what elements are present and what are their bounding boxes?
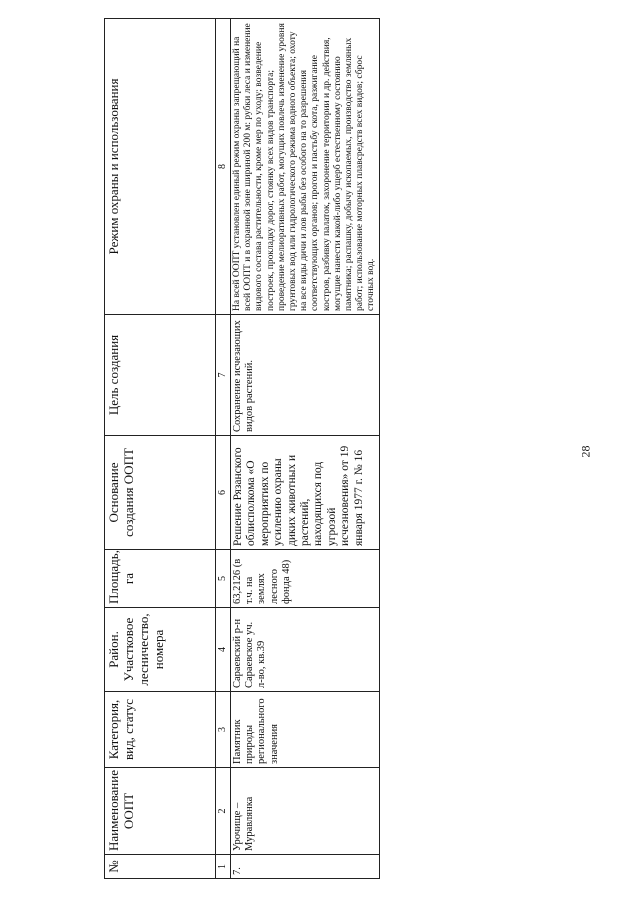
regime-cell: На всей ООПТ установлен единый режим охраны запрещающий на всей ООПТ и в охранной зоне шириной 200 м: рубки леса и изменение видового состава растительности, кроме мер по уходу; возведение построек, прокладку дорог, стоянку всех видов транспорта; проведение мелиоративных работ, могущих повлечь изменение уровня грунтовых вод или гидрологического режима водного объекта; охоту на все виды дичи и лов рыбы без особого на то разрешения соответствующих органов; прогон и пастьбу скота, разжигание костров, разбивку палаток, захоронение территории и др. действия, могущие нанести какой-либо ущерб естественному состоянию памятника; распашку, добычу ископаемых, производство земляных работ; использование моторных плавсредств всех видов; сброс сточных вод. bbox=[231, 19, 380, 315]
column-number-row bbox=[216, 19, 231, 879]
table-row bbox=[231, 19, 380, 879]
column-number: 2 bbox=[216, 768, 231, 855]
column-number: 7 bbox=[216, 315, 231, 436]
column-number: 8 bbox=[216, 19, 231, 315]
header-row bbox=[105, 19, 216, 879]
column-number: 1 bbox=[216, 855, 231, 879]
protected-areas-table bbox=[104, 18, 380, 879]
district-cell: Сараевский р-н Сараевское уч. л-во, кв.39 bbox=[231, 608, 380, 692]
header-purpose: Цель создания bbox=[105, 315, 216, 436]
header-regime: Режим охраны и использования bbox=[105, 19, 216, 315]
header-category: Категория, вид, статус bbox=[105, 692, 216, 768]
header-number: № bbox=[105, 855, 216, 879]
header-district: Район. Участковое лесничество, номера bbox=[105, 608, 216, 692]
column-number: 5 bbox=[216, 550, 231, 608]
header-area: Площадь, га bbox=[105, 550, 216, 608]
header-name: Наименование ООПТ bbox=[105, 768, 216, 855]
name-cell: Урочище – Муравлянка bbox=[231, 768, 380, 855]
category-cell: Памятник природы регионального значения bbox=[231, 692, 380, 768]
basis-cell: Решение Рязанского облисполкома «О мероприятиях по усилению охраны диких животных и растений, находящихся под угрозой исчезновения» от 19 января 1977 г. № 16 bbox=[231, 436, 380, 550]
column-number: 6 bbox=[216, 436, 231, 550]
row-number-cell: 7. bbox=[231, 855, 380, 879]
purpose-cell: Сохранение исчезающих видов растений. bbox=[231, 315, 380, 436]
rotated-table-container bbox=[104, 19, 380, 879]
column-number: 4 bbox=[216, 608, 231, 692]
page-number: 28 bbox=[578, 445, 593, 458]
area-cell: 63,2126 (в т.ч. на землях лесного фонда 48) bbox=[231, 550, 380, 608]
header-basis: Основание создания ООПТ bbox=[105, 436, 216, 550]
column-number: 3 bbox=[216, 692, 231, 768]
